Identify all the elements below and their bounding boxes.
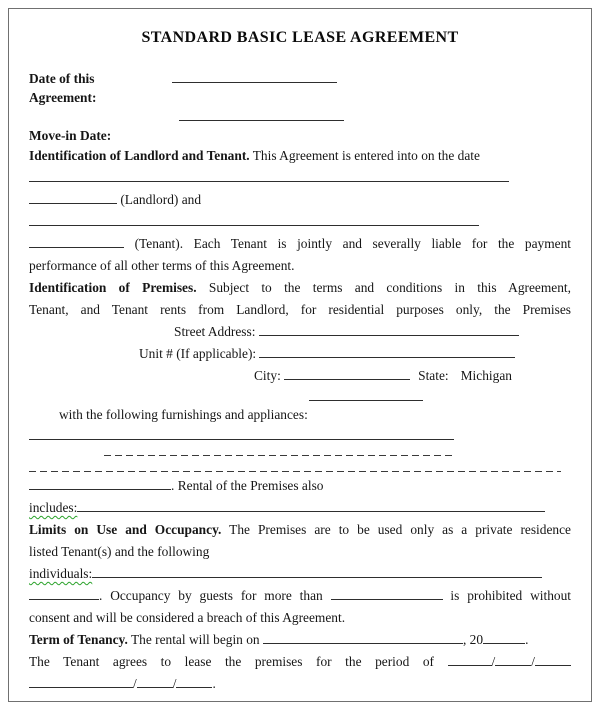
dashed-blank-line (104, 443, 456, 456)
dashed-blank-line (29, 459, 561, 472)
blank-line (92, 564, 542, 578)
text-run: Unit # (If applicable): (139, 346, 260, 361)
move-in-date-label-line (29, 126, 571, 145)
limits-heading-line (29, 519, 571, 541)
text-run: The Tenant agrees to lease the premises for the period of (29, 654, 448, 669)
blank-line (176, 674, 212, 688)
blank-line (448, 652, 492, 666)
text-run: (Tenant). Each Tenant is jointly and severally liable for the payment (124, 236, 571, 251)
state-blank-line (29, 387, 571, 404)
blank-line (29, 586, 99, 600)
term-heading-line (29, 629, 571, 651)
text-run: Tenant, and Tenant rents from Landlord, for residential purposes only, the Premises (29, 302, 571, 317)
city-state-line (29, 365, 571, 387)
bold-text-run: Identification of Premises. (29, 280, 197, 295)
blank-line (29, 190, 117, 204)
text-run: listed Tenant(s) and the following (29, 544, 210, 559)
text-run: . Occupancy by guests for more than (99, 588, 331, 603)
landlord-tenant-heading-line (29, 145, 571, 167)
text-run: . (525, 632, 529, 647)
term-period-continuation-line (29, 673, 571, 695)
text-run: / (531, 654, 535, 669)
text-run: , 20 (462, 632, 484, 647)
premises-continuation-line (29, 299, 571, 321)
text-run: performance of all other terms of this Agreement. (29, 258, 295, 273)
document-title: STANDARD BASIC LEASE AGREEMENT (141, 29, 459, 46)
limits-continuation-line (29, 541, 571, 563)
furnishings-line (29, 404, 571, 426)
tenant-line (29, 233, 571, 255)
bold-text-run: Agreement: (29, 90, 97, 105)
blank-line (29, 674, 133, 688)
text-run: . Rental of the Premises also (171, 478, 324, 493)
text-run: consent and will be considered a breach of this Agreement. (29, 610, 346, 625)
blank-line (263, 630, 463, 644)
includes-line (29, 497, 571, 519)
landlord-line (29, 189, 571, 211)
bold-text-run: Move-in Date: (29, 128, 112, 143)
blank-line (495, 652, 531, 666)
blank-line (29, 476, 171, 490)
rental-premises-line (29, 475, 571, 497)
furnishings-blank-line (29, 426, 571, 443)
bold-text-run: Date of this (29, 71, 95, 86)
tenant-continuation-line (29, 255, 571, 277)
document-body (29, 69, 571, 695)
furnishings-dashed-blank-line (29, 459, 571, 475)
move-in-blank-line (29, 107, 571, 126)
blank-line (29, 212, 479, 226)
blank-line (331, 586, 443, 600)
text-run: State: (418, 368, 449, 383)
blank-line (77, 498, 545, 512)
furnishings-dashed-blank-line (29, 443, 571, 459)
date-blank-line (29, 167, 571, 189)
text-run: The rental will begin on (127, 632, 263, 647)
blank-line (259, 344, 515, 358)
text-run: . (212, 676, 216, 691)
blank-line (309, 387, 423, 401)
blank-line (535, 652, 571, 666)
individuals-line (29, 563, 571, 585)
unit-line (29, 343, 571, 365)
text-run: / (133, 676, 137, 691)
text-run: Subject to the terms and conditions in this Agreement, (196, 280, 571, 295)
street-address-line (29, 321, 571, 343)
text-run: includes: (29, 500, 78, 515)
occupancy-line (29, 585, 571, 607)
date-of-this-line (29, 69, 571, 88)
blank-line (483, 630, 525, 644)
text-run: Michigan (460, 368, 512, 383)
blank-line (259, 322, 519, 336)
text-run: The Premises are to be used only as a private residence (221, 522, 572, 537)
text-run: / (491, 654, 496, 669)
bold-text-run: Limits on Use and Occupancy. (29, 522, 222, 537)
blank-line (179, 107, 344, 121)
blank-line (29, 234, 124, 248)
tenant-blank-line (29, 211, 571, 233)
text-run: individuals: (29, 566, 93, 581)
text-run: (Landlord) and (117, 192, 202, 207)
term-period-line (29, 651, 571, 673)
text-run: City: (254, 368, 285, 383)
blank-line (137, 674, 173, 688)
bold-text-run: Identification of Landlord and Tenant. (29, 148, 250, 163)
premises-heading-line (29, 277, 571, 299)
blank-line (29, 168, 509, 182)
blank-line (284, 366, 410, 380)
lease-agreement-page (8, 8, 592, 702)
occupancy-continuation-line (29, 607, 571, 629)
text-run: is prohibited without (442, 588, 571, 603)
blank-line (29, 426, 454, 440)
text-run: This Agreement is entered into on the date (249, 148, 480, 163)
text-run: Street Address: (174, 324, 259, 339)
text-run: with the following furnishings and appliances: (59, 407, 308, 422)
agreement-label-line (29, 88, 571, 107)
blank-line (172, 69, 337, 83)
bold-text-run: Term of Tenancy. (29, 632, 128, 647)
text-run: / (172, 676, 177, 691)
